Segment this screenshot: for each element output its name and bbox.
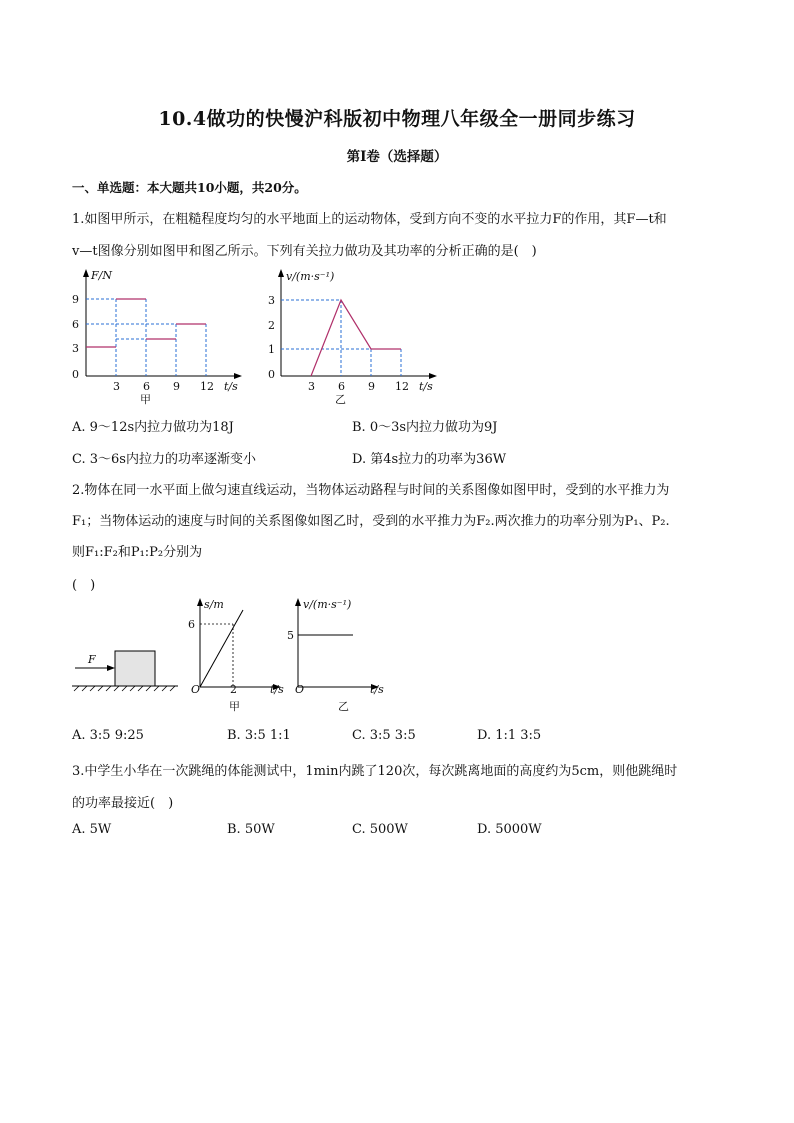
q2-option-c[interactable]: C. 3:5 3:5	[352, 728, 416, 743]
q2-yi-y-arrow	[295, 598, 301, 606]
q2-figure-block	[70, 645, 180, 693]
q3-option-c[interactable]: C. 500W	[352, 822, 408, 837]
q1-jia-x-arrow	[234, 373, 242, 379]
q1-yi-xtick-3: 3	[308, 380, 315, 393]
q2-option-b[interactable]: B. 3:5 1:1	[227, 728, 291, 743]
q1-option-b[interactable]: B. 0～3s内拉力做功为9J	[352, 420, 498, 435]
q2-yi-xlabel: t/s	[370, 683, 384, 696]
q2-stem-line2: F₁；当物体运动的速度与时间的关系图像如图乙时，受到的水平推力为F₂.两次推力的功率分别为P₁、P₂.	[72, 514, 670, 529]
q2-stem-line3: 则F₁:F₂和P₁:P₂分别为	[72, 545, 203, 560]
q1-yi-x-arrow	[429, 373, 437, 379]
q2-jia-xlabel: t/s	[270, 683, 284, 696]
q2-jia-series	[200, 610, 243, 687]
q1-option-d[interactable]: D. 第4s拉力的功率为36W	[352, 452, 507, 467]
q2-stem-line4: ( )	[72, 578, 96, 593]
q2-yi-origin: O	[295, 683, 305, 696]
q2-yi-axes	[298, 602, 375, 687]
volume-heading: 第Ⅰ卷（选择题）	[346, 149, 448, 165]
q1-yi-ylabel: v/(m·s⁻¹)	[286, 270, 335, 283]
q2-jia-ylabel: s/m	[204, 598, 224, 611]
q1-yi-series	[311, 300, 401, 376]
q1-figure-jia	[60, 265, 250, 405]
q1-jia-ytick-3: 3	[72, 342, 79, 355]
q2-figure-jia	[185, 592, 295, 722]
q2-ground-hatch	[74, 686, 175, 691]
q2-force-label: F	[88, 653, 96, 666]
q1-jia-xtick-6: 6	[143, 380, 150, 393]
q2-yi-ylabel: v/(m·s⁻¹)	[303, 598, 352, 611]
q2-option-d[interactable]: D. 1:1 3:5	[477, 728, 542, 743]
q1-option-a[interactable]: A. 9～12s内拉力做功为18J	[72, 420, 234, 435]
q1-yi-ytick-2: 2	[268, 319, 275, 332]
q3-option-a[interactable]: A. 5W	[72, 822, 112, 837]
q1-yi-guides	[281, 300, 401, 376]
q2-jia-caption: 甲	[229, 700, 240, 713]
q1-yi-ytick-3: 3	[268, 294, 275, 307]
q1-yi-ytick-1: 1	[268, 343, 275, 356]
q2-jia-xtick-2: 2	[230, 683, 237, 696]
q1-jia-xtick-12: 12	[200, 380, 214, 393]
q1-jia-xtick-3: 3	[113, 380, 120, 393]
q1-jia-ytick-6: 6	[72, 318, 79, 331]
q1-jia-xlabel: t/s	[224, 380, 238, 393]
q1-jia-y-arrow	[83, 269, 89, 277]
page-title: 10.4做功的快慢沪科版初中物理八年级全一册同步练习	[158, 108, 636, 130]
q1-figure-yi	[265, 265, 455, 405]
q1-yi-xtick-9: 9	[368, 380, 375, 393]
q1-jia-ytick-9: 9	[72, 293, 79, 306]
q2-force-arrowhead	[107, 665, 115, 671]
q1-jia-guides	[86, 299, 206, 376]
q3-stem-line1: 3.中学生小华在一次跳绳的体能测试中，1min内跳了120次，每次跳离地面的高度约为5cm，则他跳绳时	[72, 764, 678, 779]
q3-option-b[interactable]: B. 50W	[227, 822, 275, 837]
q1-stem-line1: 1.如图甲所示，在粗糙程度均匀的水平地面上的运动物体，受到方向不变的水平拉力F的作用，其F—t和	[72, 212, 667, 227]
q1-option-c[interactable]: C. 3～6s内拉力的功率逐渐变小	[72, 452, 256, 467]
q1-yi-xtick-6: 6	[338, 380, 345, 393]
q1-yi-axes	[281, 273, 433, 376]
q1-yi-y-arrow	[278, 269, 284, 277]
q2-option-a[interactable]: A. 3:5 9:25	[72, 728, 144, 743]
q1-stem-line2: v—t图像分别如图甲和图乙所示。下列有关拉力做功及其功率的分析正确的是( )	[72, 244, 537, 259]
q2-jia-origin: O	[191, 683, 201, 696]
q2-figure-yi	[283, 592, 393, 722]
q2-yi-ytick-5: 5	[287, 629, 294, 642]
q2-stem-line1: 2.物体在同一水平面上做匀速直线运动，当物体运动路程与时间的关系图像如图甲时，受到的水平推力为	[72, 483, 670, 498]
q1-yi-caption: 乙	[335, 393, 346, 405]
q1-yi-xlabel: t/s	[419, 380, 433, 393]
q1-jia-xtick-9: 9	[173, 380, 180, 393]
q1-yi-origin: 0	[268, 368, 275, 381]
q1-jia-ylabel: F/N	[91, 269, 112, 282]
q3-option-d[interactable]: D. 5000W	[477, 822, 542, 837]
section-heading: 一、单选题：本大题共10小题，共20分。	[72, 180, 307, 195]
q1-yi-xtick-12: 12	[395, 380, 409, 393]
q2-jia-axes	[200, 602, 277, 687]
q1-jia-caption: 甲	[140, 393, 151, 405]
q3-stem-line2: 的功率最接近( )	[72, 796, 174, 811]
q2-block	[115, 651, 155, 686]
q2-jia-ytick-6: 6	[188, 618, 195, 631]
q2-yi-caption: 乙	[338, 700, 349, 713]
q2-jia-y-arrow	[197, 598, 203, 606]
q1-jia-origin: 0	[72, 368, 79, 381]
